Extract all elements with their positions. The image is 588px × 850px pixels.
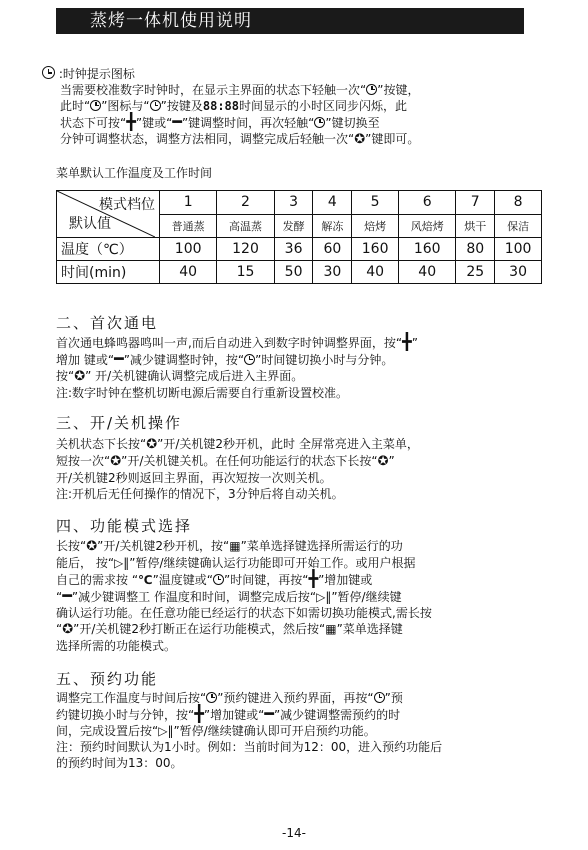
- section-3-body: 关机状态下长按“✪”开/关机键2秒开机，此时 全屏常亮进入主菜单， 短按一次“✪”开/关机键关机。在任何功能运行的状态下长按“✪” 开/关机键2秒则返回主界面，再次短按一次则关机。 注:开机后无任何操作的情况下，3分钟后将自动关机。: [56, 437, 419, 501]
- temp-cell: 120: [217, 238, 274, 261]
- power-icon: ✪: [354, 132, 366, 147]
- temp-cell: 100: [495, 238, 542, 261]
- mode-cell: 解冻: [313, 214, 352, 238]
- power-icon: ✪: [110, 454, 122, 469]
- plus-icon: ╋: [126, 112, 136, 131]
- mode-cell: 高温蒸: [217, 214, 274, 238]
- clock-heading-line: [42, 66, 552, 82]
- gear-cell: 4: [313, 191, 352, 215]
- menu-icon: ▦: [229, 539, 241, 553]
- time-cell: 50: [274, 261, 313, 284]
- clock-icon: [244, 354, 255, 365]
- power-icon: ✪: [86, 539, 98, 554]
- clock-icon: [366, 84, 377, 95]
- gear-cell: 5: [352, 191, 399, 215]
- clock-line-4: 分钟可调整状态，调整方法相同，调整完成后轻触一次“✪”键即可。: [60, 132, 420, 147]
- clock-line-2: 此时“ ”图标与“ ”按键及88:88时间显示的小时区同步闪烁，此: [60, 99, 408, 113]
- minus-icon: ━: [114, 349, 124, 368]
- page-number: -14-: [282, 826, 306, 840]
- section-4-body: 长按“✪”开/关机键2秒开机，按“▦”菜单选择键选择所需运行的功 能后， 按“▷‖”暂停/继续键确认运行功能即可开始工作。或用户根据 自己的需求按 “℃”温度键或“ ”时间键，再按“╋”增加键或 “━”减少键调整工 作温度和时间，调整完成后按“▷‖”暂停/继续键 确认运行功能。在任意功能已经运行的状态下如需切换功能模式,需长按 “✪”开/关机键2秒打断正在运行功能模式，然后按“▦”菜单选择键 选择所需的功能模式。: [56, 539, 432, 653]
- temp-cell: 80: [456, 238, 495, 261]
- time-cell: 30: [313, 261, 352, 284]
- clock-icon: [42, 66, 55, 79]
- mode-cell: 烘干: [456, 214, 495, 238]
- power-icon: ✪: [74, 369, 86, 384]
- temp-cell: 60: [313, 238, 352, 261]
- mode-cell: 发酵: [274, 214, 313, 238]
- time-cell: 40: [399, 261, 456, 284]
- time-cell: 25: [456, 261, 495, 284]
- temp-cell: 160: [352, 238, 399, 261]
- play-pause-icon: ▷‖: [158, 724, 174, 738]
- plus-icon: ╋: [194, 704, 204, 723]
- gear-cell: 7: [456, 191, 495, 215]
- temp-cell: 160: [399, 238, 456, 261]
- menu-icon: ▦: [325, 622, 337, 636]
- corner-top: 模式档位: [99, 197, 155, 213]
- plus-icon: ╋: [308, 569, 319, 588]
- clock-icon: [90, 100, 101, 111]
- temp-cell: 100: [160, 238, 217, 261]
- gear-cell: 6: [399, 191, 456, 215]
- mode-cell: 焙烤: [352, 214, 399, 238]
- minus-icon: ━: [62, 586, 72, 605]
- clock-icon: [150, 100, 161, 111]
- section-2-title: 二、首次通电: [56, 314, 159, 332]
- digit-display: 88:88: [202, 99, 239, 113]
- play-pause-icon: ▷‖: [316, 590, 332, 604]
- temp-cell: 36: [274, 238, 313, 261]
- temp-label: 温度（℃）: [57, 238, 160, 261]
- section-3-title: 三、开/关机操作: [56, 414, 183, 432]
- settings-table: [56, 190, 542, 284]
- table-corner: [57, 191, 160, 238]
- clock-icon: [314, 117, 325, 128]
- table-row: [57, 191, 542, 215]
- table-title: 菜单默认工作温度及工作时间: [56, 166, 213, 180]
- time-cell: 15: [217, 261, 274, 284]
- section-4-title: 四、功能模式选择: [56, 517, 193, 535]
- clock-line-3: 状态下可按“╋”键或“━”键调整时间，再次轻触“ ”键切换至: [60, 112, 380, 131]
- gear-cell: 2: [217, 191, 274, 215]
- power-icon: ✪: [146, 437, 158, 452]
- minus-icon: ━: [264, 704, 274, 723]
- section-2-body: 首次通电蜂鸣器鸣叫一声,而后自动进入到数字时钟调整界面，按“╋” 增加 键或“━”减少键调整时钟，按“ ”时间键切换小时与分钟。 按“✪” 开/关机键确认调整完成后进入主界面。 注:数字时钟在整机切断电源后需要自行重新设置校准。: [56, 332, 418, 400]
- page-title: 蒸烤一体机使用说明: [90, 11, 252, 31]
- gear-cell: 1: [160, 191, 217, 215]
- section-5-title: 五、预约功能: [56, 670, 159, 688]
- reservation-icon: [374, 692, 385, 703]
- mode-cell: 普通蒸: [160, 214, 217, 238]
- play-pause-icon: ▷‖: [114, 556, 130, 570]
- corner-bottom: 默认值: [69, 216, 111, 232]
- minus-icon: ━: [172, 112, 182, 131]
- power-icon: ✪: [62, 622, 74, 637]
- time-cell: 40: [352, 261, 399, 284]
- mode-cell: 风焙烤: [399, 214, 456, 238]
- clock-icon: [213, 574, 224, 585]
- gear-cell: 8: [495, 191, 542, 215]
- power-icon: ✪: [377, 454, 389, 469]
- time-label: 时间(min): [57, 261, 160, 284]
- table-row: [57, 238, 542, 261]
- clock-section: [42, 66, 552, 148]
- clock-heading: :时钟提示图标: [58, 67, 135, 81]
- section-5-body: 调整完工作温度与时间后按“ ”预约键进入预约界面，再按“ ”预 约键切换小时与分钟，按“╋”增加键或“━”减少键调整需预约的时 间，完成设置后按“▷‖”暂停/继续键确认即可开启预约功能。 注：预约时间默认为1小时。例如：当前时间为12：00，进入预约功能后 的预约时间为13：00。: [56, 691, 443, 770]
- table-row: [57, 261, 542, 284]
- clock-line-1: 当需要校准数字时钟时，在显示主界面的状态下轻触一次“ ”按键，: [60, 83, 420, 97]
- reservation-icon: [206, 692, 217, 703]
- temperature-icon: ℃: [138, 573, 153, 587]
- time-cell: 40: [160, 261, 217, 284]
- gear-cell: 3: [274, 191, 313, 215]
- header-bar: [56, 8, 524, 34]
- plus-icon: ╋: [402, 332, 412, 351]
- mode-cell: 保洁: [495, 214, 542, 238]
- time-cell: 30: [495, 261, 542, 284]
